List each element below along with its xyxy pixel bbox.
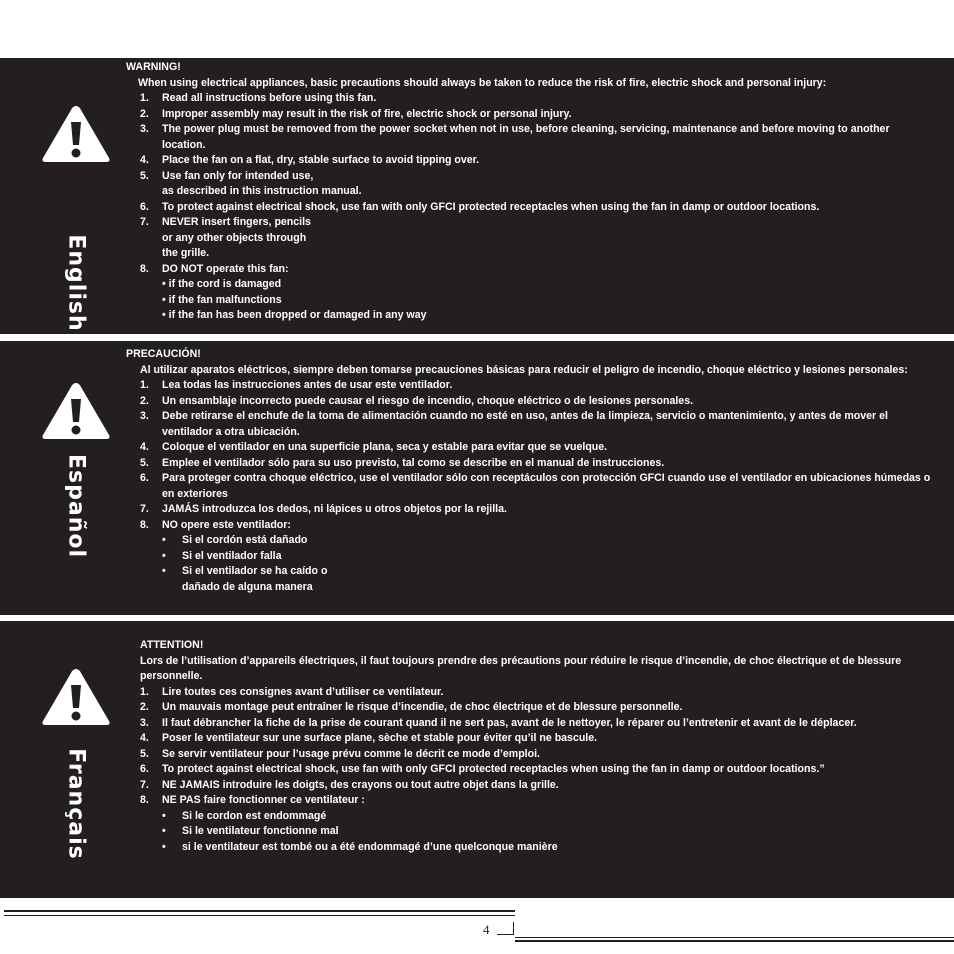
list-item: 4. Poser le ventilateur sur une surface plane, sèche et stable pour éviter qu’il ne bascule. bbox=[140, 732, 598, 744]
list-item: 2. Un mauvais montage peut entraîner le risque d’incendie, de choc électrique et de blessure personnelle. bbox=[140, 701, 683, 713]
espanol-intro: Al utilizar aparatos eléctricos, siempre deben tomarse precauciones básicas para reducir el peligro de incendio, choque eléctrico y lesiones personales: bbox=[140, 363, 908, 376]
warning-triangle-icon bbox=[40, 102, 112, 166]
sub-list-item: • if the fan has been dropped or damaged in any way bbox=[162, 309, 427, 321]
list-item: 7. NE JAMAIS introduire les doigts, des crayons ou tout autre objet dans la grille. bbox=[140, 778, 559, 791]
list-item: 2. Improper assembly may result in the risk of fire, electric shock or personal injury. bbox=[140, 107, 572, 120]
footer-rule-left-bottom bbox=[4, 915, 515, 916]
page-number: 4 bbox=[483, 922, 490, 937]
sub-list-item: • Si el ventilador falla bbox=[162, 549, 282, 562]
list-item: 5. Se servir ventilateur pour l’usage prévu comme le décrit ce mode d’emploi. bbox=[140, 747, 540, 760]
espanol-heading: PRECAUCIÓN! bbox=[126, 348, 201, 360]
english-list bbox=[126, 91, 936, 324]
english-side-column bbox=[0, 58, 126, 334]
list-item: 8. DO NOT operate this fan: • if the cord is damaged • if the fan malfunctions • if the fan has been dropped or damaged in any way bbox=[140, 262, 936, 324]
list-item: 5. Use fan only for intended use, as described in this instruction manual. bbox=[140, 169, 362, 197]
footer-rule-right-bottom bbox=[515, 940, 954, 942]
sub-list-item: dañado de alguna manera bbox=[182, 580, 313, 593]
list-item: 4. Coloque el ventilador en una superficie plana, seca y estable para evitar que se vuelque. bbox=[140, 441, 608, 453]
espanol-list bbox=[126, 378, 936, 595]
francais-warning-panel bbox=[0, 621, 954, 898]
list-item: 4. Place the fan on a flat, dry, stable surface to avoid tipping over. bbox=[140, 154, 480, 166]
english-heading: WARNING! bbox=[126, 61, 181, 73]
list-item: 3. The power plug must be removed from the power socket when not in use, before cleaning, servicing, maintenance and before moving to another location. bbox=[140, 123, 890, 151]
francais-intro: Lors de l’utilisation d’appareils électriques, il faut toujours prendre des précautions pour réduire le risque d’incendie, de choc électrique et de blessure personnelle. bbox=[140, 654, 902, 682]
page-number-tick-top bbox=[458, 915, 478, 916]
list-item: 7. JAMÁS introduzca los dedos, ni lápices u otros objetos por la rejilla. bbox=[140, 503, 507, 515]
francais-side-column bbox=[0, 621, 126, 898]
list-item: 6. Para proteger contra choque eléctrico, use el ventilador sólo con receptáculos con protección GFCI cuando use el ventilador en ubicaciones húmedas o en exteriores bbox=[140, 472, 931, 500]
list-item: 8. NE PAS faire fonctionner ce ventilateur : • Si le cordon est endommagé • Si le ventilateur fonctionne mal • si le ventilateur est tombé ou a été endommagé d’une quelconque manière bbox=[140, 793, 936, 855]
sub-list-item: • si le ventilateur est tombé ou a été endommagé d’une quelconque manière bbox=[162, 840, 558, 853]
list-item: 5. Emplee el ventilador sólo para su uso previsto, tal como se describe en el manual de instrucciones. bbox=[140, 456, 665, 469]
list-item: 3. Il faut débrancher la fiche de la prise de courant quand il ne sert pas, avant de le nettoyer, le réparer ou l’entretenir et avant de le déplacer. bbox=[140, 716, 857, 729]
list-item: 1. Lea todas las instrucciones antes de usar este ventilador. bbox=[140, 379, 453, 391]
espanol-sub-list bbox=[162, 533, 936, 595]
english-intro: When using electrical appliances, basic precautions should always be taken to reduce the risk of fire, electric shock and personal injury: bbox=[138, 76, 827, 89]
list-item: 1. Lire toutes ces consignes avant d’utiliser ce ventilateur. bbox=[140, 685, 444, 698]
list-item: 1. Read all instructions before using this fan. bbox=[140, 92, 377, 104]
warning-triangle-icon bbox=[40, 379, 112, 443]
espanol-warning-text bbox=[126, 347, 936, 595]
english-warning-panel bbox=[0, 58, 954, 334]
francais-warning-text bbox=[140, 638, 936, 855]
sub-list-item: • Si le cordon est endommagé bbox=[162, 809, 327, 822]
english-language-label: English bbox=[63, 234, 89, 332]
francais-list bbox=[140, 685, 936, 856]
warning-triangle-icon bbox=[40, 665, 112, 729]
espanol-warning-panel bbox=[0, 341, 954, 615]
list-item: 8. NO opere este ventilador: • Si el cordón está dañado • Si el ventilador falla • Si el ventilador se ha caído o dañado de alguna manera bbox=[140, 518, 936, 596]
english-warning-text bbox=[126, 60, 936, 324]
sub-list-item: • if the fan malfunctions bbox=[162, 293, 282, 306]
list-item: 7. NEVER insert fingers, pencils or any other objects through the grille. bbox=[140, 216, 311, 259]
francais-heading: ATTENTION! bbox=[140, 639, 204, 651]
sub-list-item: • Si le ventilateur fonctionne mal bbox=[162, 825, 339, 837]
sub-list-item: • if the cord is damaged bbox=[162, 278, 282, 290]
footer-rule-right-top bbox=[515, 937, 954, 938]
list-item: 2. Un ensamblaje incorrecto puede causar el riesgo de incendio, choque eléctrico o de lesiones personales. bbox=[140, 394, 694, 407]
page-number-tick-bottom bbox=[497, 934, 513, 935]
espanol-language-label: Español bbox=[63, 453, 89, 559]
list-item: 6. To protect against electrical shock, use fan with only GFCI protected receptacles when using the fan in damp or outdoor locations.” bbox=[140, 763, 825, 775]
list-item: 3. Debe retirarse el enchufe de la toma de alimentación cuando no esté en uso, antes de la limpieza, servicio o mantenimiento, y antes de mover el ventilador a otra ubicación. bbox=[140, 410, 888, 438]
footer-rule-left-top bbox=[4, 910, 515, 912]
espanol-side-column bbox=[0, 341, 126, 615]
list-item: 6. To protect against electrical shock, use fan with only GFCI protected receptacles when using the fan in damp or outdoor locations. bbox=[140, 200, 820, 213]
page-number-tick-side bbox=[513, 922, 514, 935]
english-sub-list bbox=[162, 277, 936, 324]
francais-language-label: Français bbox=[63, 748, 89, 860]
francais-sub-list bbox=[162, 809, 936, 856]
sub-list-item: • Si el cordón está dañado bbox=[162, 534, 308, 546]
sub-list-item: • Si el ventilador se ha caído o bbox=[162, 565, 328, 577]
